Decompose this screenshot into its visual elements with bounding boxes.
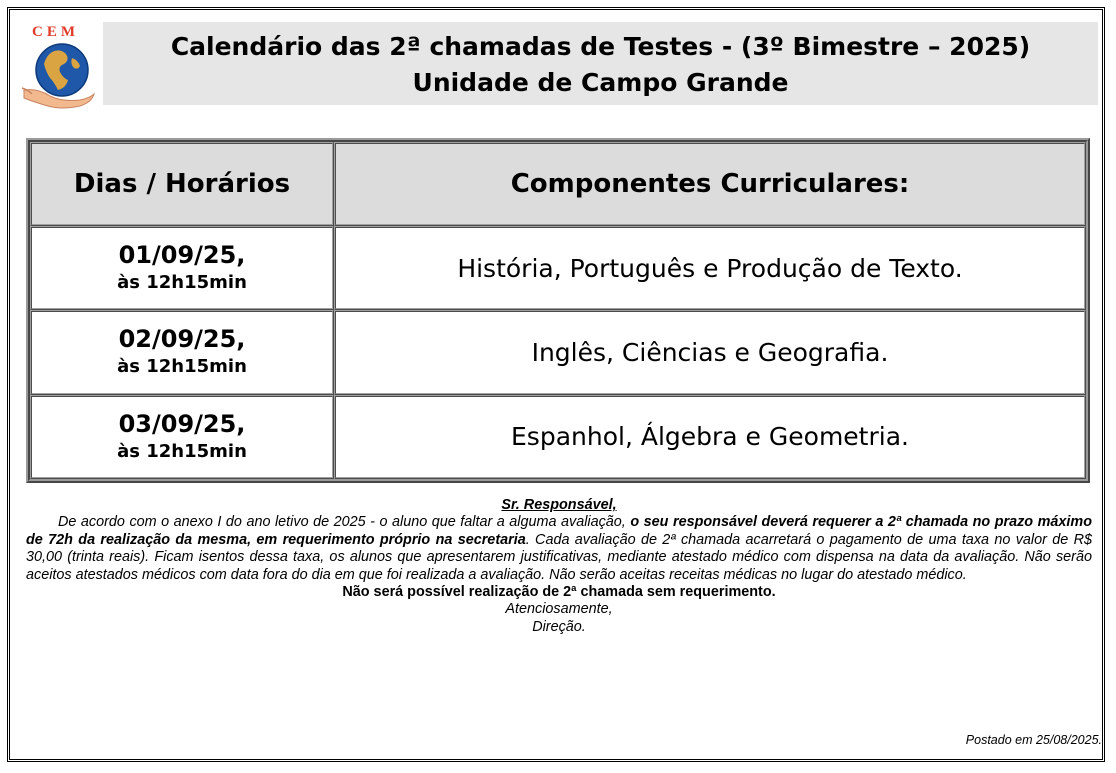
globe-in-hand-icon — [22, 44, 94, 108]
posted-date: Postado em 25/08/2025. — [965, 733, 1102, 747]
column-header-subjects: Componentes Curriculares: — [334, 142, 1086, 226]
notice-signature: Direção. — [532, 618, 586, 635]
notice-salutation: Sr. Responsável, — [501, 497, 617, 513]
notice — [26, 497, 1092, 636]
notice-body-emphasis: o seu responsável deverá requerer a 2ª chamada no prazo máximo de 72h da realização da mesma, em requerimento próprio na secretaria — [26, 514, 1092, 548]
subjects-cell: Espanhol, Álgebra e Geometria. — [334, 395, 1086, 479]
notice-body-intro: De acordo com o anexo I do ano letivo de 2025 - o aluno que faltar a alguma avaliação, — [58, 514, 631, 531]
notice-body — [26, 514, 1092, 584]
cem-logo — [18, 18, 98, 113]
table-row — [30, 310, 1086, 394]
day-date: 02/09/25, — [118, 325, 246, 354]
page-title: Calendário das 2ª chamadas de Testes - (3º Bimestre – 2025) — [170, 32, 1031, 61]
day-time: às 12h15min — [117, 356, 247, 378]
subjects-cell: História, Português e Produção de Texto. — [334, 226, 1086, 310]
day-cell — [30, 395, 334, 479]
day-date: 03/09/25, — [118, 409, 246, 438]
notice-body-rest: . Cada avaliação de 2ª chamada acarretará o pagamento de uma taxa no valor de R$ 30,00 (trinta reais). Ficam isentos dessa taxa, os alunos que apresentarem justificativas, mediante atestado médico com dispensa na data da avaliação. Não serão aceitos atestados médicos com data fora do dia em que foi realizada a avaliação. Não serão aceitas receitas médicas no lugar do atestado médico. — [26, 531, 1092, 583]
header-band — [103, 22, 1098, 105]
day-cell — [30, 226, 334, 310]
schedule-table — [26, 138, 1090, 483]
column-header-days: Dias / Horários — [30, 142, 334, 226]
notice-closing: Atenciosamente, — [505, 601, 613, 618]
day-date: 01/09/25, — [118, 241, 246, 270]
table-row — [30, 395, 1086, 479]
day-cell — [30, 310, 334, 394]
day-time: às 12h15min — [117, 272, 247, 294]
notice-warning: Não será possível realização de 2ª chamada sem requerimento. — [342, 584, 776, 601]
subjects-cell: Inglês, Ciências e Geografia. — [334, 310, 1086, 394]
table-row — [30, 226, 1086, 310]
day-time: às 12h15min — [117, 440, 247, 462]
logo-text: CEM — [32, 24, 79, 40]
page-subtitle: Unidade de Campo Grande — [412, 68, 789, 97]
table-header-row — [30, 142, 1086, 226]
